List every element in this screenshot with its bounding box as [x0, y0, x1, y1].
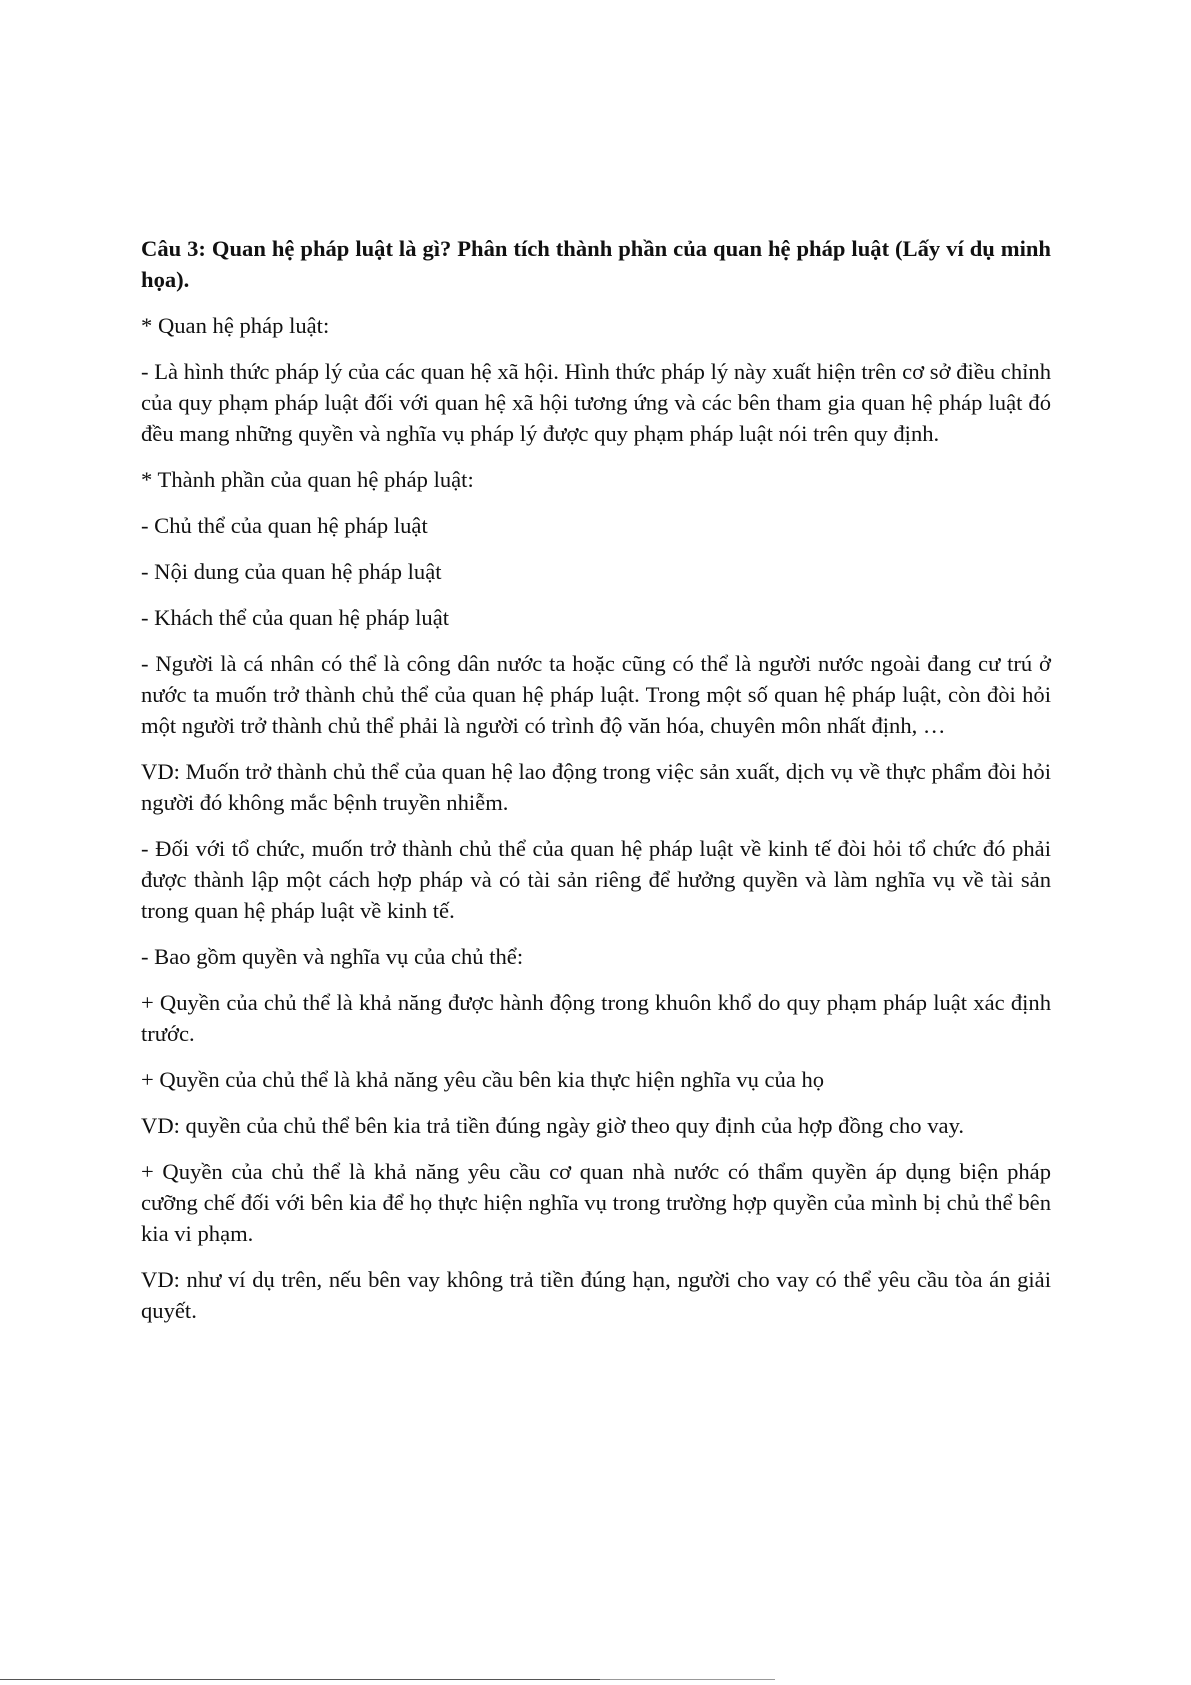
list-item-subject: - Chủ thể của quan hệ pháp luật [141, 513, 428, 538]
question-heading: Câu 3: Quan hệ pháp luật là gì? Phân tích thành phần của quan hệ pháp luật (Lấy ví dụ minh họa). [141, 236, 1051, 292]
right-item-request: + Quyền của chủ thể là khả năng yêu cầu bên kia thực hiện nghĩa vụ của họ [141, 1067, 825, 1092]
example-loan: VD: quyền của chủ thể bên kia trả tiền đúng ngày giờ theo quy định của hợp đồng cho vay. [141, 1113, 965, 1138]
right-item-act: + Quyền của chủ thể là khả năng được hành động trong khuôn khổ do quy phạm pháp luật xác định trước. [141, 990, 1051, 1046]
paragraph-rights-obligations: - Bao gồm quyền và nghĩa vụ của chủ thể: [141, 944, 524, 969]
footer-divider [0, 1679, 600, 1680]
section-label-components: * Thành phần của quan hệ pháp luật: [141, 467, 474, 492]
document-body [141, 233, 1051, 1341]
paragraph-definition: - Là hình thức pháp lý của các quan hệ xã hội. Hình thức pháp lý này xuất hiện trên cơ sở điều chỉnh của quy phạm pháp luật đối với quan hệ xã hội tương ứng và các bên tham gia quan hệ pháp luật đó đều mang những quyền và nghĩa vụ pháp lý được quy phạm pháp luật nói trên quy định. [141, 359, 1051, 446]
example-labor: VD: Muốn trở thành chủ thể của quan hệ lao động trong việc sản xuất, dịch vụ về thực phẩm đòi hỏi người đó không mắc bệnh truyền nhiễm. [141, 759, 1051, 815]
paragraph-individual-subject: - Người là cá nhân có thể là công dân nước ta hoặc cũng có thể là người nước ngoài đang cư trú ở nước ta muốn trở thành chủ thể của quan hệ pháp luật. Trong một số quan hệ pháp luật, còn đòi hỏi một người trở thành chủ thể phải là người có trình độ văn hóa, chuyên môn nhất định, … [141, 651, 1051, 738]
list-item-object: - Khách thể của quan hệ pháp luật [141, 605, 450, 630]
footer-divider-light [600, 1679, 775, 1680]
example-court: VD: như ví dụ trên, nếu bên vay không trả tiền đúng hạn, người cho vay có thể yêu cầu tòa án giải quyết. [141, 1267, 1051, 1323]
right-item-enforcement: + Quyền của chủ thể là khả năng yêu cầu cơ quan nhà nước có thẩm quyền áp dụng biện pháp cưỡng chế đối với bên kia để họ thực hiện nghĩa vụ trong trường hợp quyền của mình bị chủ thể bên kia vi phạm. [141, 1159, 1051, 1246]
section-label-definition: * Quan hệ pháp luật: [141, 313, 330, 338]
list-item-content: - Nội dung của quan hệ pháp luật [141, 559, 442, 584]
paragraph-organization-subject: - Đối với tổ chức, muốn trở thành chủ thể của quan hệ pháp luật về kinh tế đòi hỏi tổ chức đó phải được thành lập một cách hợp pháp và có tài sản riêng để hưởng quyền và làm nghĩa vụ về tài sản trong quan hệ pháp luật về kinh tế. [141, 836, 1051, 923]
